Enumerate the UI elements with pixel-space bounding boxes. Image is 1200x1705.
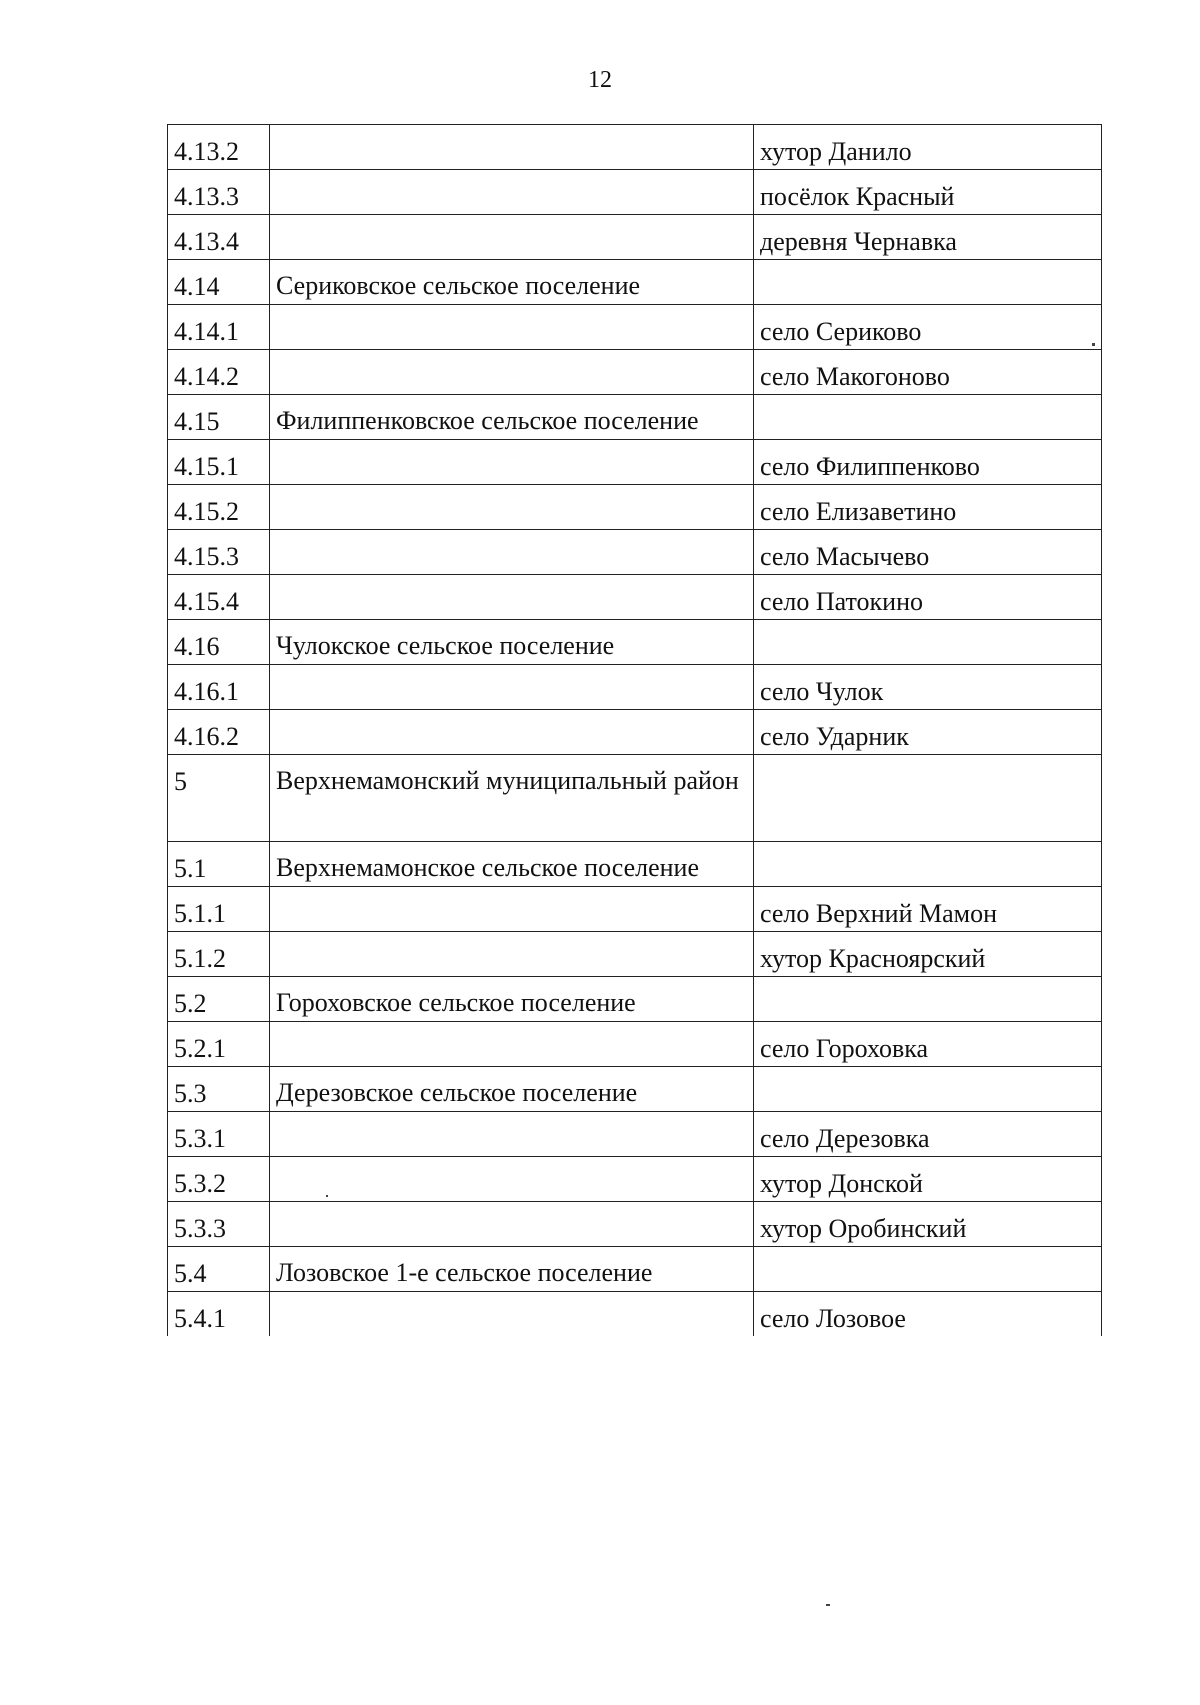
row-number-cell: 5.2 [168, 977, 270, 1022]
table-row [168, 710, 1102, 755]
table-row [168, 1022, 1102, 1067]
row-number-cell: 4.13.4 [168, 215, 270, 260]
settlement-name-cell: деревня Чернавка [754, 215, 1102, 260]
table-row [168, 530, 1102, 575]
row-number-cell: 4.15.2 [168, 485, 270, 530]
row-number-cell: 5.3 [168, 1067, 270, 1112]
settlement-name-cell: село Масычево [754, 530, 1102, 575]
table-row [168, 887, 1102, 932]
table-row [168, 170, 1102, 215]
row-number-cell: 5.3.1 [168, 1112, 270, 1157]
settlement-name-cell: село Филиппенково [754, 440, 1102, 485]
municipality-name-cell [270, 170, 754, 215]
municipality-name-cell [270, 932, 754, 977]
row-number-cell: 5.1.1 [168, 887, 270, 932]
table-row [168, 350, 1102, 395]
municipality-name-cell: Сериковское сельское поселение [270, 260, 754, 305]
settlement-name-cell: хутор Донской [754, 1157, 1102, 1202]
table-row [168, 215, 1102, 260]
table-row [168, 1157, 1102, 1202]
settlement-name-cell: село Макогоново [754, 350, 1102, 395]
table-row [168, 1292, 1102, 1337]
municipality-name-cell [270, 305, 754, 350]
municipality-name-cell [270, 215, 754, 260]
table-row [168, 932, 1102, 977]
settlement-name-cell [754, 395, 1102, 440]
settlement-name-cell [754, 755, 1102, 842]
settlement-name-cell: село Патокино [754, 575, 1102, 620]
row-number-cell: 5.1.2 [168, 932, 270, 977]
settlement-name-cell: село Елизаветино [754, 485, 1102, 530]
settlement-name-cell: хутор Данило [754, 125, 1102, 170]
table-row [168, 440, 1102, 485]
row-number-cell: 4.15.4 [168, 575, 270, 620]
settlement-name-cell: село Сериково [754, 305, 1102, 350]
table-row [168, 305, 1102, 350]
settlement-name-cell: село Верхний Мамон [754, 887, 1102, 932]
row-number-cell: 4.14.1 [168, 305, 270, 350]
row-number-cell: 4.15.1 [168, 440, 270, 485]
municipality-name-cell [270, 887, 754, 932]
municipality-name-cell: Дерезовское сельское поселение [270, 1067, 754, 1112]
row-number-cell: 5.2.1 [168, 1022, 270, 1067]
table-row [168, 260, 1102, 305]
municipality-name-cell [270, 1292, 754, 1337]
settlement-name-cell: село Ударник [754, 710, 1102, 755]
municipality-name-cell [270, 350, 754, 395]
table-row [168, 1067, 1102, 1112]
table-row [168, 842, 1102, 887]
municipality-name-cell: Чулокское сельское поселение [270, 620, 754, 665]
row-number-cell: 4.13.3 [168, 170, 270, 215]
municipality-name-cell: Гороховское сельское поселение [270, 977, 754, 1022]
row-number-cell: 4.14 [168, 260, 270, 305]
municipality-name-cell [270, 1022, 754, 1067]
settlements-table [167, 124, 1102, 1336]
scan-speck [1092, 343, 1095, 346]
scan-speck [826, 1604, 830, 1606]
row-number-cell: 5 [168, 755, 270, 842]
settlement-name-cell: село Гороховка [754, 1022, 1102, 1067]
table-row [168, 1112, 1102, 1157]
municipality-name-cell: Верхнемамонское сельское поселение [270, 842, 754, 887]
municipality-name-cell [270, 575, 754, 620]
table-body [168, 125, 1102, 1337]
row-number-cell: 4.13.2 [168, 125, 270, 170]
table-row [168, 1202, 1102, 1247]
municipality-name-cell [270, 1202, 754, 1247]
page-number: 12 [588, 67, 612, 93]
settlement-name-cell [754, 1067, 1102, 1112]
row-number-cell: 5.3.2 [168, 1157, 270, 1202]
table-row [168, 620, 1102, 665]
municipality-name-cell [270, 710, 754, 755]
settlement-name-cell [754, 977, 1102, 1022]
row-number-cell: 5.3.3 [168, 1202, 270, 1247]
settlement-name-cell: село Чулок [754, 665, 1102, 710]
table-row [168, 125, 1102, 170]
municipality-name-cell: Филиппенковское сельское поселение [270, 395, 754, 440]
settlement-name-cell: хутор Красноярский [754, 932, 1102, 977]
row-number-cell: 5.4.1 [168, 1292, 270, 1337]
table-row [168, 485, 1102, 530]
row-number-cell: 4.16.1 [168, 665, 270, 710]
municipality-name-cell [270, 440, 754, 485]
row-number-cell: 4.15.3 [168, 530, 270, 575]
table-row [168, 1247, 1102, 1292]
municipality-name-cell: Верхнемамонский муниципальный район [270, 755, 754, 842]
table-row [168, 575, 1102, 620]
settlement-name-cell: село Лозовое [754, 1292, 1102, 1337]
row-number-cell: 4.16.2 [168, 710, 270, 755]
municipality-name-cell [270, 530, 754, 575]
municipality-name-cell [270, 665, 754, 710]
municipality-name-cell [270, 1112, 754, 1157]
municipality-name-cell [270, 485, 754, 530]
table-row [168, 395, 1102, 440]
municipality-name-cell [270, 125, 754, 170]
row-number-cell: 5.1 [168, 842, 270, 887]
settlement-name-cell: посёлок Красный [754, 170, 1102, 215]
scan-speck [326, 1195, 328, 1197]
settlement-name-cell: село Дерезовка [754, 1112, 1102, 1157]
row-number-cell: 4.16 [168, 620, 270, 665]
settlement-name-cell: хутор Оробинский [754, 1202, 1102, 1247]
settlement-name-cell [754, 842, 1102, 887]
row-number-cell: 5.4 [168, 1247, 270, 1292]
municipality-name-cell [270, 1157, 754, 1202]
row-number-cell: 4.14.2 [168, 350, 270, 395]
settlement-name-cell [754, 620, 1102, 665]
table-row [168, 977, 1102, 1022]
settlement-name-cell [754, 1247, 1102, 1292]
municipality-name-cell: Лозовское 1-е сельское поселение [270, 1247, 754, 1292]
table-row [168, 755, 1102, 842]
settlement-name-cell [754, 260, 1102, 305]
row-number-cell: 4.15 [168, 395, 270, 440]
table-row [168, 665, 1102, 710]
